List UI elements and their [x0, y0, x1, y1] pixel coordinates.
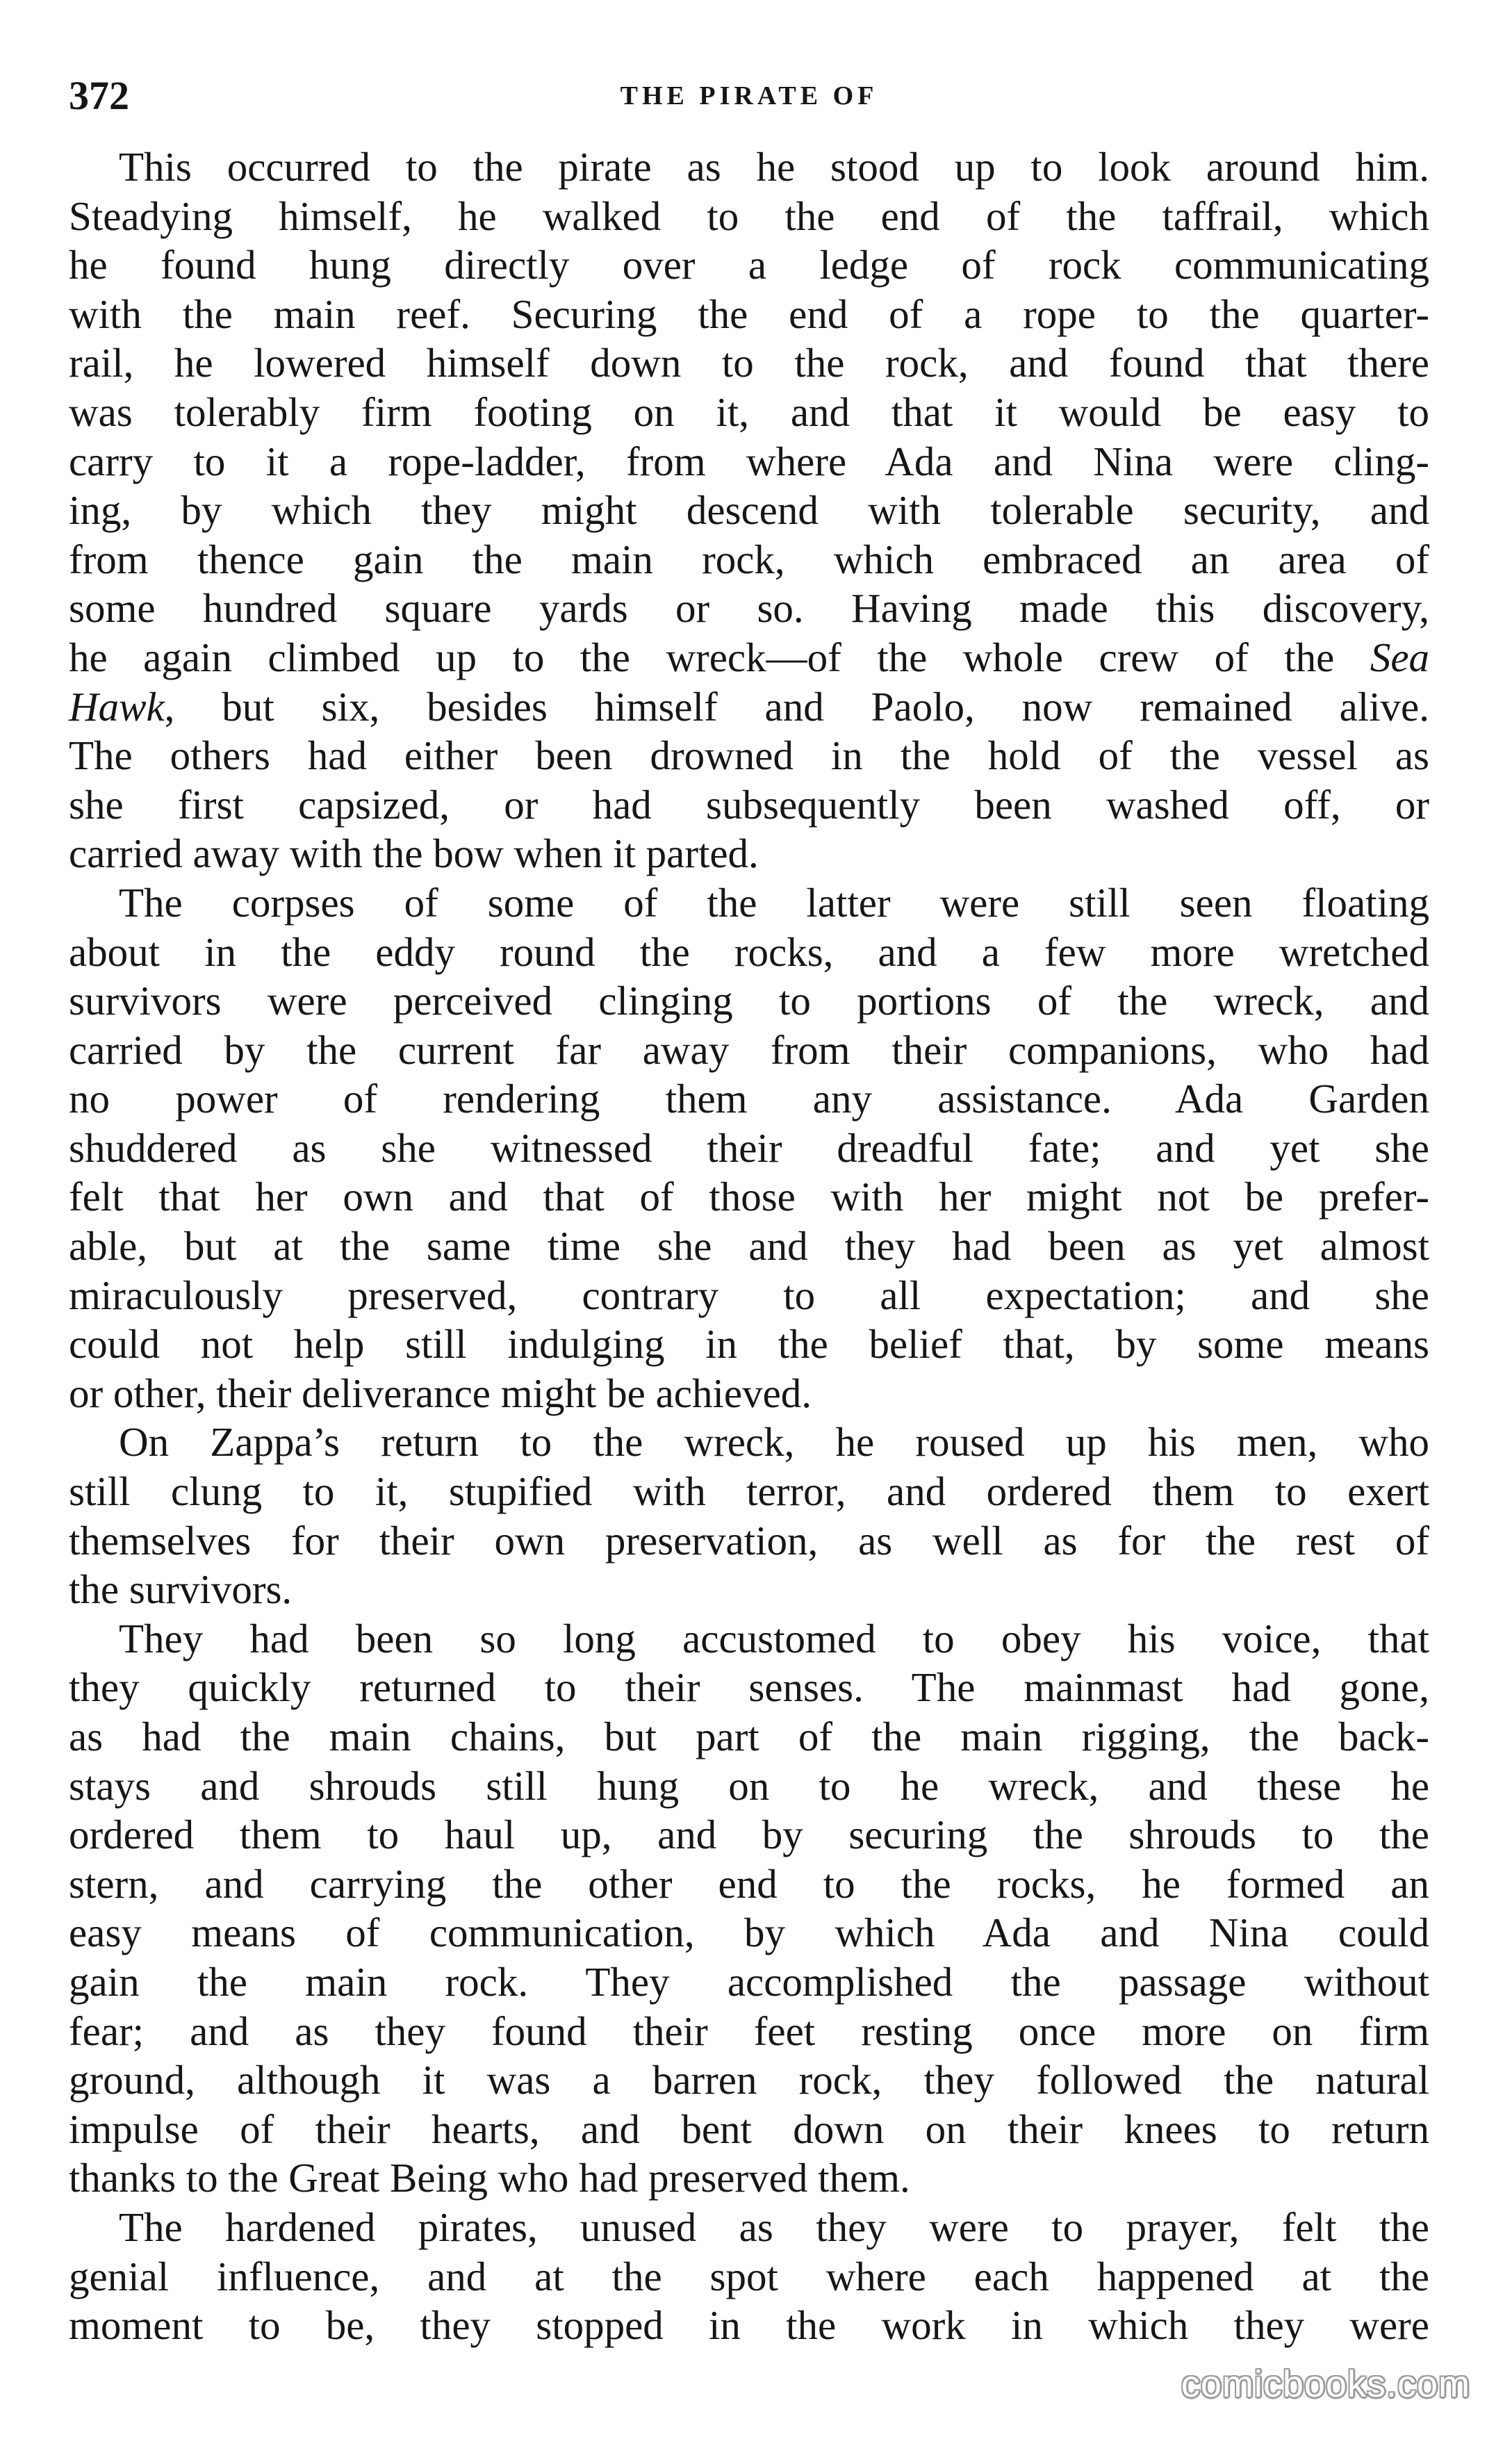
paragraph-4	[69, 1614, 1429, 2203]
text-line: Steadying himself, he walked to the end of the taffrail, which	[69, 192, 1429, 239]
text-line: he again climbed up to the wreck—of the whole crew of the Sea	[69, 634, 1429, 680]
text-line: or other, their deliverance might be achieved.	[69, 1370, 812, 1416]
text-line: could not help still indulging in the belief that, by some means	[69, 1321, 1429, 1368]
running-head: THE PIRATE OF	[620, 81, 878, 110]
text-line: Hawk, but six, besides himself and Paolo, now remained alive.	[69, 683, 1429, 730]
page-header	[69, 68, 1429, 124]
text-line: carried away with the bow when it parted.	[69, 830, 759, 877]
text-line: still clung to it, stupified with terror, and ordered them to exert	[69, 1468, 1429, 1515]
text-line: gain the main rock. They accomplished the passage without	[69, 1958, 1429, 2005]
text-line: The hardened pirates, unused as they were to prayer, felt the	[119, 2203, 1429, 2250]
text-line: thanks to the Great Being who had preserved them.	[69, 2155, 910, 2201]
text-line: ground, although it was a barren rock, they followed the natural	[69, 2057, 1429, 2103]
text-line: survivors were perceived clinging to portions of the wreck, and	[69, 978, 1429, 1024]
paragraph-1	[69, 142, 1429, 878]
text-line: from thence gain the main rock, which embraced an area of	[69, 536, 1429, 582]
text-line: she first capsized, or had subsequently been washed off, or	[69, 781, 1429, 828]
body-text	[69, 142, 1429, 2350]
text-line: as had the main chains, but part of the main rigging, the back-	[69, 1714, 1429, 1759]
paragraph-2	[69, 878, 1429, 1418]
text-line: some hundred square yards or so. Having made this discovery,	[69, 585, 1429, 632]
text-line: moment to be, they stopped in the work in which they were	[69, 2302, 1429, 2349]
text-line: stays and shrouds still hung on to he wreck, and these he	[69, 1762, 1429, 1809]
text-line: stern, and carrying the other end to the rocks, he formed an	[69, 1860, 1429, 1907]
text-line: rail, he lowered himself down to the rock, and found that there	[69, 340, 1429, 386]
text-line: On Zappa’s return to the wreck, he roused up his men, who	[119, 1419, 1429, 1466]
text-line: no power of rendering them any assistance. Ada Garden	[69, 1076, 1429, 1122]
text-line: carry to it a rope-ladder, from where Ada and Nina were cling-	[69, 438, 1429, 484]
text-line: was tolerably firm footing on it, and that it would be easy to	[69, 388, 1429, 435]
text-line: The corpses of some of the latter were still seen floating	[119, 879, 1429, 926]
ship-name: Sea	[1370, 634, 1429, 680]
paragraph-3	[69, 1418, 1429, 1614]
text-line: The others had either been drowned in the hold of the vessel as	[69, 732, 1429, 779]
text-line: This occurred to the pirate as he stood up to look around him.	[119, 144, 1429, 190]
text-line: with the main reef. Securing the end of a rope to the quarter-	[69, 290, 1429, 337]
page-number: 372	[69, 73, 129, 118]
text-line: shuddered as she witnessed their dreadful fate; and yet she	[69, 1124, 1429, 1171]
ship-name: Hawk	[69, 683, 165, 730]
text-line: impulse of their hearts, and bent down on their knees to return	[69, 2106, 1429, 2152]
text-line: the survivors.	[69, 1566, 293, 1613]
paragraph-5	[69, 2203, 1429, 2350]
text-line: They had been so long accustomed to obey his voice, that	[119, 1615, 1429, 1661]
text-line: fear; and as they found their feet resting once more on firm	[69, 2008, 1429, 2054]
text-line: carried by the current far away from their companions, who had	[69, 1026, 1429, 1073]
text-line: themselves for their own preservation, as well as for the rest of	[69, 1517, 1429, 1563]
text-line: ing, by which they might descend with tolerable security, and	[69, 487, 1429, 534]
watermark: comicbooks.com	[1181, 2363, 1470, 2405]
text-line: felt that her own and that of those with her might not be prefer-	[69, 1174, 1429, 1220]
text-line: they quickly returned to their senses. The mainmast had gone,	[69, 1664, 1429, 1711]
text-line: easy means of communication, by which Ada and Nina could	[69, 1910, 1429, 1956]
text-line: miraculously preserved, contrary to all expectation; and she	[69, 1272, 1429, 1318]
text-line: genial influence, and at the spot where each happened at the	[69, 2253, 1429, 2299]
text-line: he found hung directly over a ledge of rock communicating	[69, 242, 1429, 288]
text-line: ordered them to haul up, and by securing the shrouds to the	[69, 1812, 1429, 1858]
text-line: able, but at the same time she and they had been as yet almost	[69, 1223, 1429, 1270]
text-line: about in the eddy round the rocks, and a few more wretched	[69, 928, 1429, 975]
